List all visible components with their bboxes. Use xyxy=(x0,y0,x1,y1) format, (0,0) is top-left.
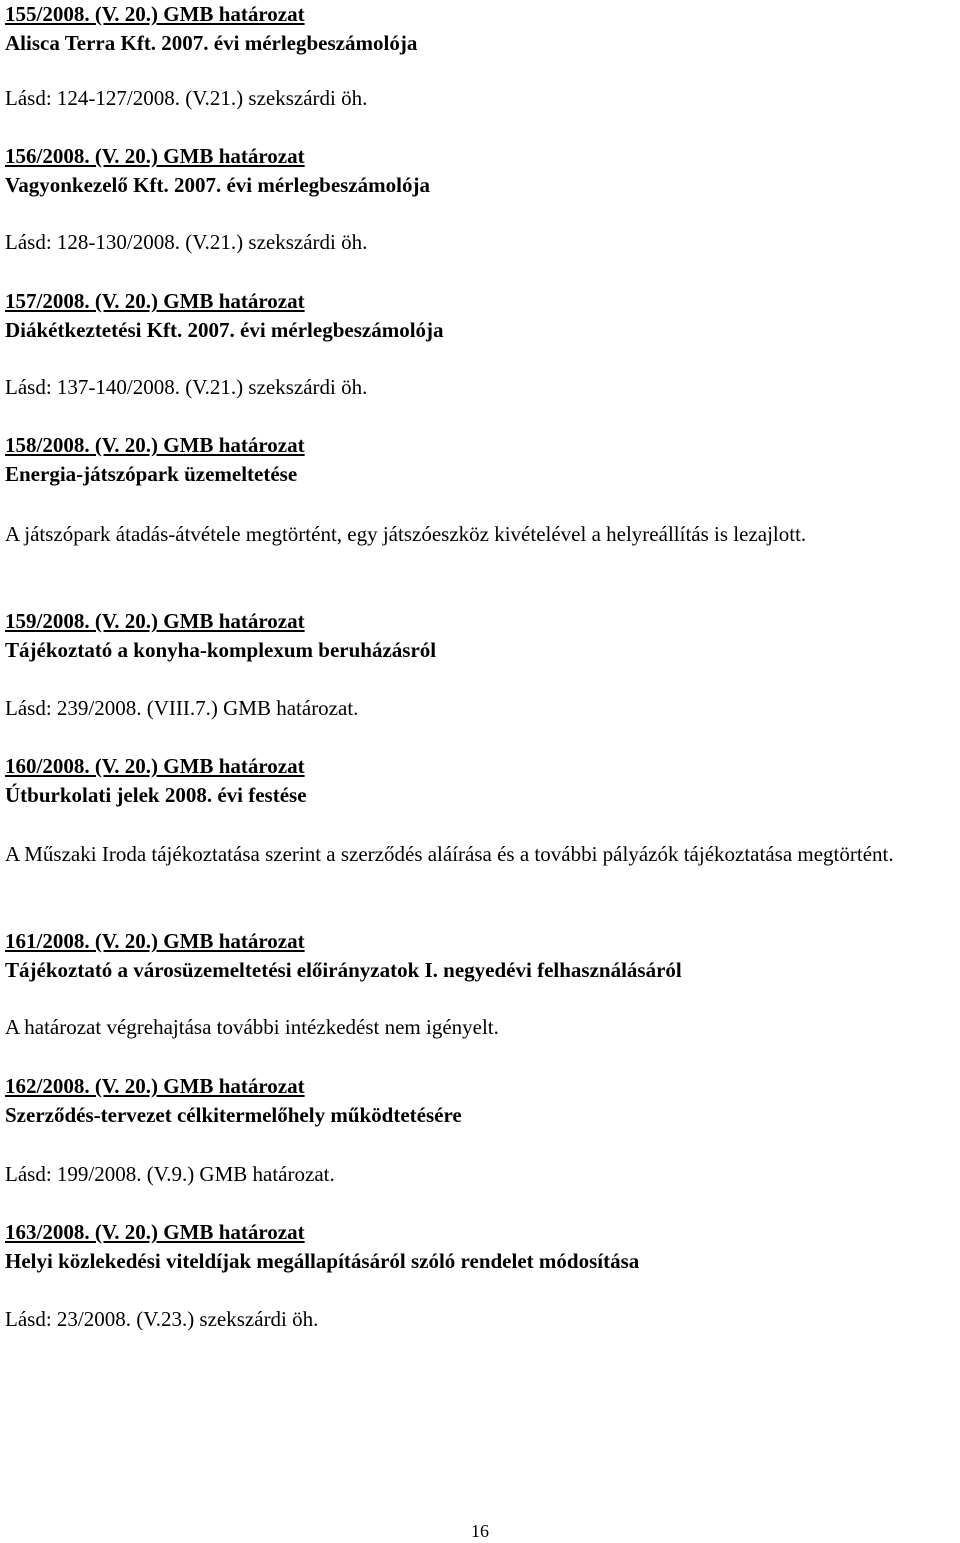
resolution-header: 155/2008. (V. 20.) GMB határozat xyxy=(5,2,305,26)
resolution-title: Alisca Terra Kft. 2007. évi mérlegbeszámolója xyxy=(5,31,418,55)
resolution-body: A játszópark átadás-átvétele megtörtént, egy játszóeszköz kivételével a helyreállítás is lezajlott. xyxy=(5,522,807,546)
resolution-header: 161/2008. (V. 20.) GMB határozat xyxy=(5,929,305,953)
resolution-header: 162/2008. (V. 20.) GMB határozat xyxy=(5,1074,305,1098)
resolution-header: 156/2008. (V. 20.) GMB határozat xyxy=(5,144,305,168)
resolution-title: Tájékoztató a konyha-komplexum beruházásról xyxy=(5,638,437,662)
resolution-body: Lásd: 128-130/2008. (V.21.) szekszárdi öh. xyxy=(5,230,368,254)
resolution-body: Lásd: 199/2008. (V.9.) GMB határozat. xyxy=(5,1162,335,1186)
resolution-title: Tájékoztató a városüzemeltetési előirányzatok I. negyedévi felhasználásáról xyxy=(5,958,682,982)
resolution-title: Vagyonkezelő Kft. 2007. évi mérlegbeszámolója xyxy=(5,173,430,197)
resolution-title: Útburkolati jelek 2008. évi festése xyxy=(5,783,307,807)
resolution-header: 158/2008. (V. 20.) GMB határozat xyxy=(5,433,305,457)
resolution-title: Diákétkeztetési Kft. 2007. évi mérlegbeszámolója xyxy=(5,318,444,342)
resolution-entry xyxy=(5,752,960,810)
resolution-header: 160/2008. (V. 20.) GMB határozat xyxy=(5,754,305,778)
resolution-title: Szerződés-tervezet célkitermelőhely működtetésére xyxy=(5,1103,462,1127)
resolution-body: A határozat végrehajtása további intézkedést nem igényelt. xyxy=(5,1015,499,1039)
resolution-entry xyxy=(5,927,960,985)
resolution-body: Lásd: 239/2008. (VIII.7.) GMB határozat. xyxy=(5,696,359,720)
page-number: 16 xyxy=(471,1521,489,1541)
resolution-entry xyxy=(5,287,960,345)
resolution-entry xyxy=(5,1218,960,1276)
resolution-body: A Műszaki Iroda tájékoztatása szerint a szerződés aláírása és a további pályázók tájékoztatása megtörtént. xyxy=(5,842,894,866)
resolution-entry xyxy=(5,431,960,489)
resolution-title: Energia-játszópark üzemeltetése xyxy=(5,462,298,486)
resolution-header: 163/2008. (V. 20.) GMB határozat xyxy=(5,1220,305,1244)
resolution-body: Lásd: 23/2008. (V.23.) szekszárdi öh. xyxy=(5,1307,319,1331)
resolution-body: Lásd: 137-140/2008. (V.21.) szekszárdi öh. xyxy=(5,375,368,399)
resolution-header: 157/2008. (V. 20.) GMB határozat xyxy=(5,289,305,313)
resolution-entry xyxy=(5,142,960,200)
resolution-header: 159/2008. (V. 20.) GMB határozat xyxy=(5,609,305,633)
resolution-entry xyxy=(5,0,960,58)
resolution-entry xyxy=(5,607,960,665)
resolution-body: Lásd: 124-127/2008. (V.21.) szekszárdi öh. xyxy=(5,86,368,110)
resolution-title: Helyi közlekedési viteldíjak megállapításáról szóló rendelet módosítása xyxy=(5,1249,640,1273)
resolution-entry xyxy=(5,1072,960,1130)
